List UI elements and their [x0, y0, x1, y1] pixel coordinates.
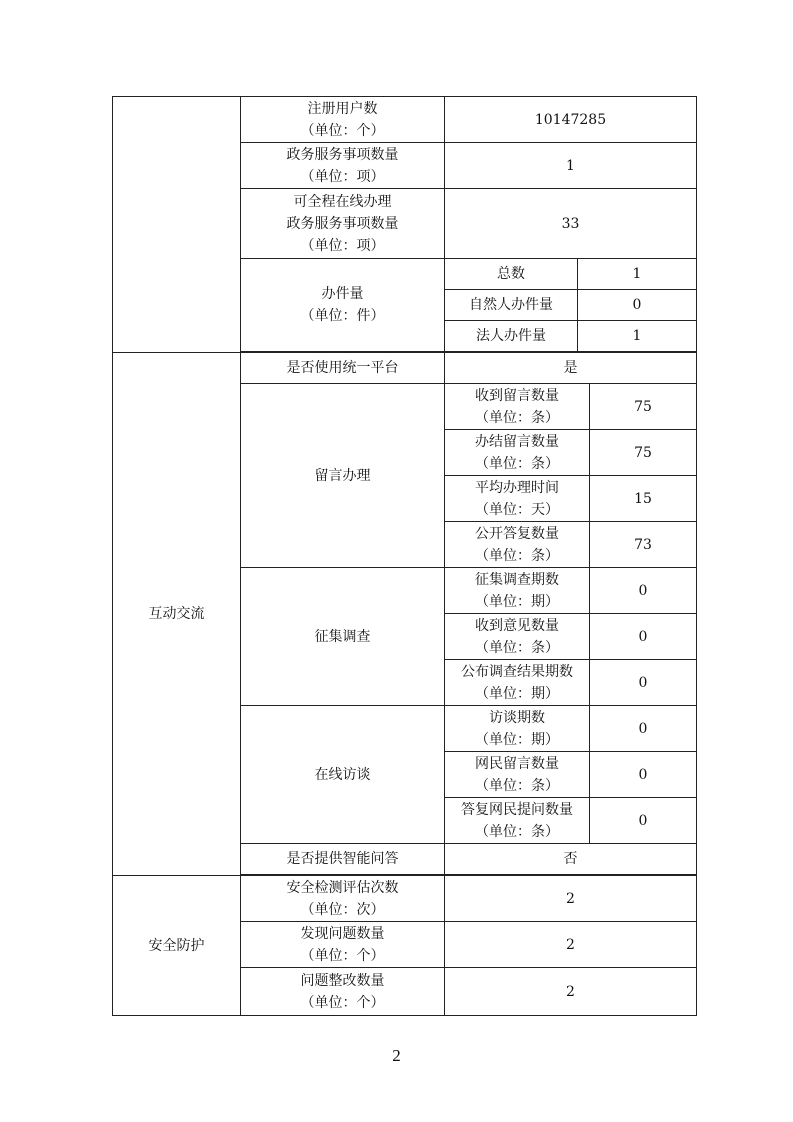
issues-fixed-value: 2 [445, 968, 697, 1016]
online-items-label: 可全程在线办理 政务服务事项数量 （单位：项） [241, 189, 445, 259]
service-items-label: 政务服务事项数量 （单位：项） [241, 143, 445, 189]
table-row [113, 353, 697, 384]
survey-periods-label: 征集调查期数 （单位：期） [445, 568, 590, 614]
issues-found-label: 发现问题数量 （单位：个） [241, 922, 445, 968]
received-messages-label: 收到留言数量 （单位：条） [445, 384, 590, 430]
netizen-messages-label: 网民留言数量 （单位：条） [445, 752, 590, 798]
handling-natural-label: 自然人办件量 [445, 290, 578, 321]
unified-platform-label: 是否使用统一平台 [241, 353, 445, 384]
unified-platform-value: 是 [445, 353, 697, 384]
public-replies-value: 73 [590, 522, 697, 568]
closed-messages-label: 办结留言数量 （单位：条） [445, 430, 590, 476]
page-number: 2 [392, 1046, 401, 1065]
opinions-value: 0 [590, 614, 697, 660]
interview-periods-value: 0 [590, 706, 697, 752]
answers-label: 答复网民提问数量 （单位：条） [445, 798, 590, 844]
security-checks-value: 2 [445, 876, 697, 922]
handling-total-value: 1 [578, 259, 697, 290]
survey-results-label: 公布调查结果期数 （单位：期） [445, 660, 590, 706]
table-row [113, 97, 697, 143]
closed-messages-value: 75 [590, 430, 697, 476]
registered-users-value: 10147285 [445, 97, 697, 143]
messages-label: 留言办理 [241, 384, 445, 568]
answers-value: 0 [590, 798, 697, 844]
statistics-table [112, 96, 697, 1016]
interaction-category: 互动交流 [113, 353, 241, 876]
survey-results-value: 0 [590, 660, 697, 706]
avg-time-label: 平均办理时间 （单位：天） [445, 476, 590, 522]
handling-total-label: 总数 [445, 259, 578, 290]
smart-qa-value: 否 [445, 844, 697, 875]
registered-users-label: 注册用户数 （单位：个） [241, 97, 445, 143]
netizen-messages-value: 0 [590, 752, 697, 798]
category-cell-empty [113, 97, 241, 353]
public-replies-label: 公开答复数量 （单位：条） [445, 522, 590, 568]
opinions-label: 收到意见数量 （单位：条） [445, 614, 590, 660]
survey-label: 征集调查 [241, 568, 445, 706]
online-items-value: 33 [445, 189, 697, 259]
handling-legal-value: 1 [578, 321, 697, 352]
interview-label: 在线访谈 [241, 706, 445, 844]
table-row [113, 876, 697, 922]
avg-time-value: 15 [590, 476, 697, 522]
issues-fixed-label: 问题整改数量 （单位：个） [241, 968, 445, 1016]
handling-legal-label: 法人办件量 [445, 321, 578, 352]
issues-found-value: 2 [445, 922, 697, 968]
received-messages-value: 75 [590, 384, 697, 430]
service-items-value: 1 [445, 143, 697, 189]
security-checks-label: 安全检测评估次数 （单位：次） [241, 876, 445, 922]
interview-periods-label: 访谈期数 （单位：期） [445, 706, 590, 752]
survey-periods-value: 0 [590, 568, 697, 614]
handling-natural-value: 0 [578, 290, 697, 321]
handling-label: 办件量 （单位：件） [241, 259, 445, 352]
smart-qa-label: 是否提供智能问答 [241, 844, 445, 875]
security-category: 安全防护 [113, 876, 241, 1016]
